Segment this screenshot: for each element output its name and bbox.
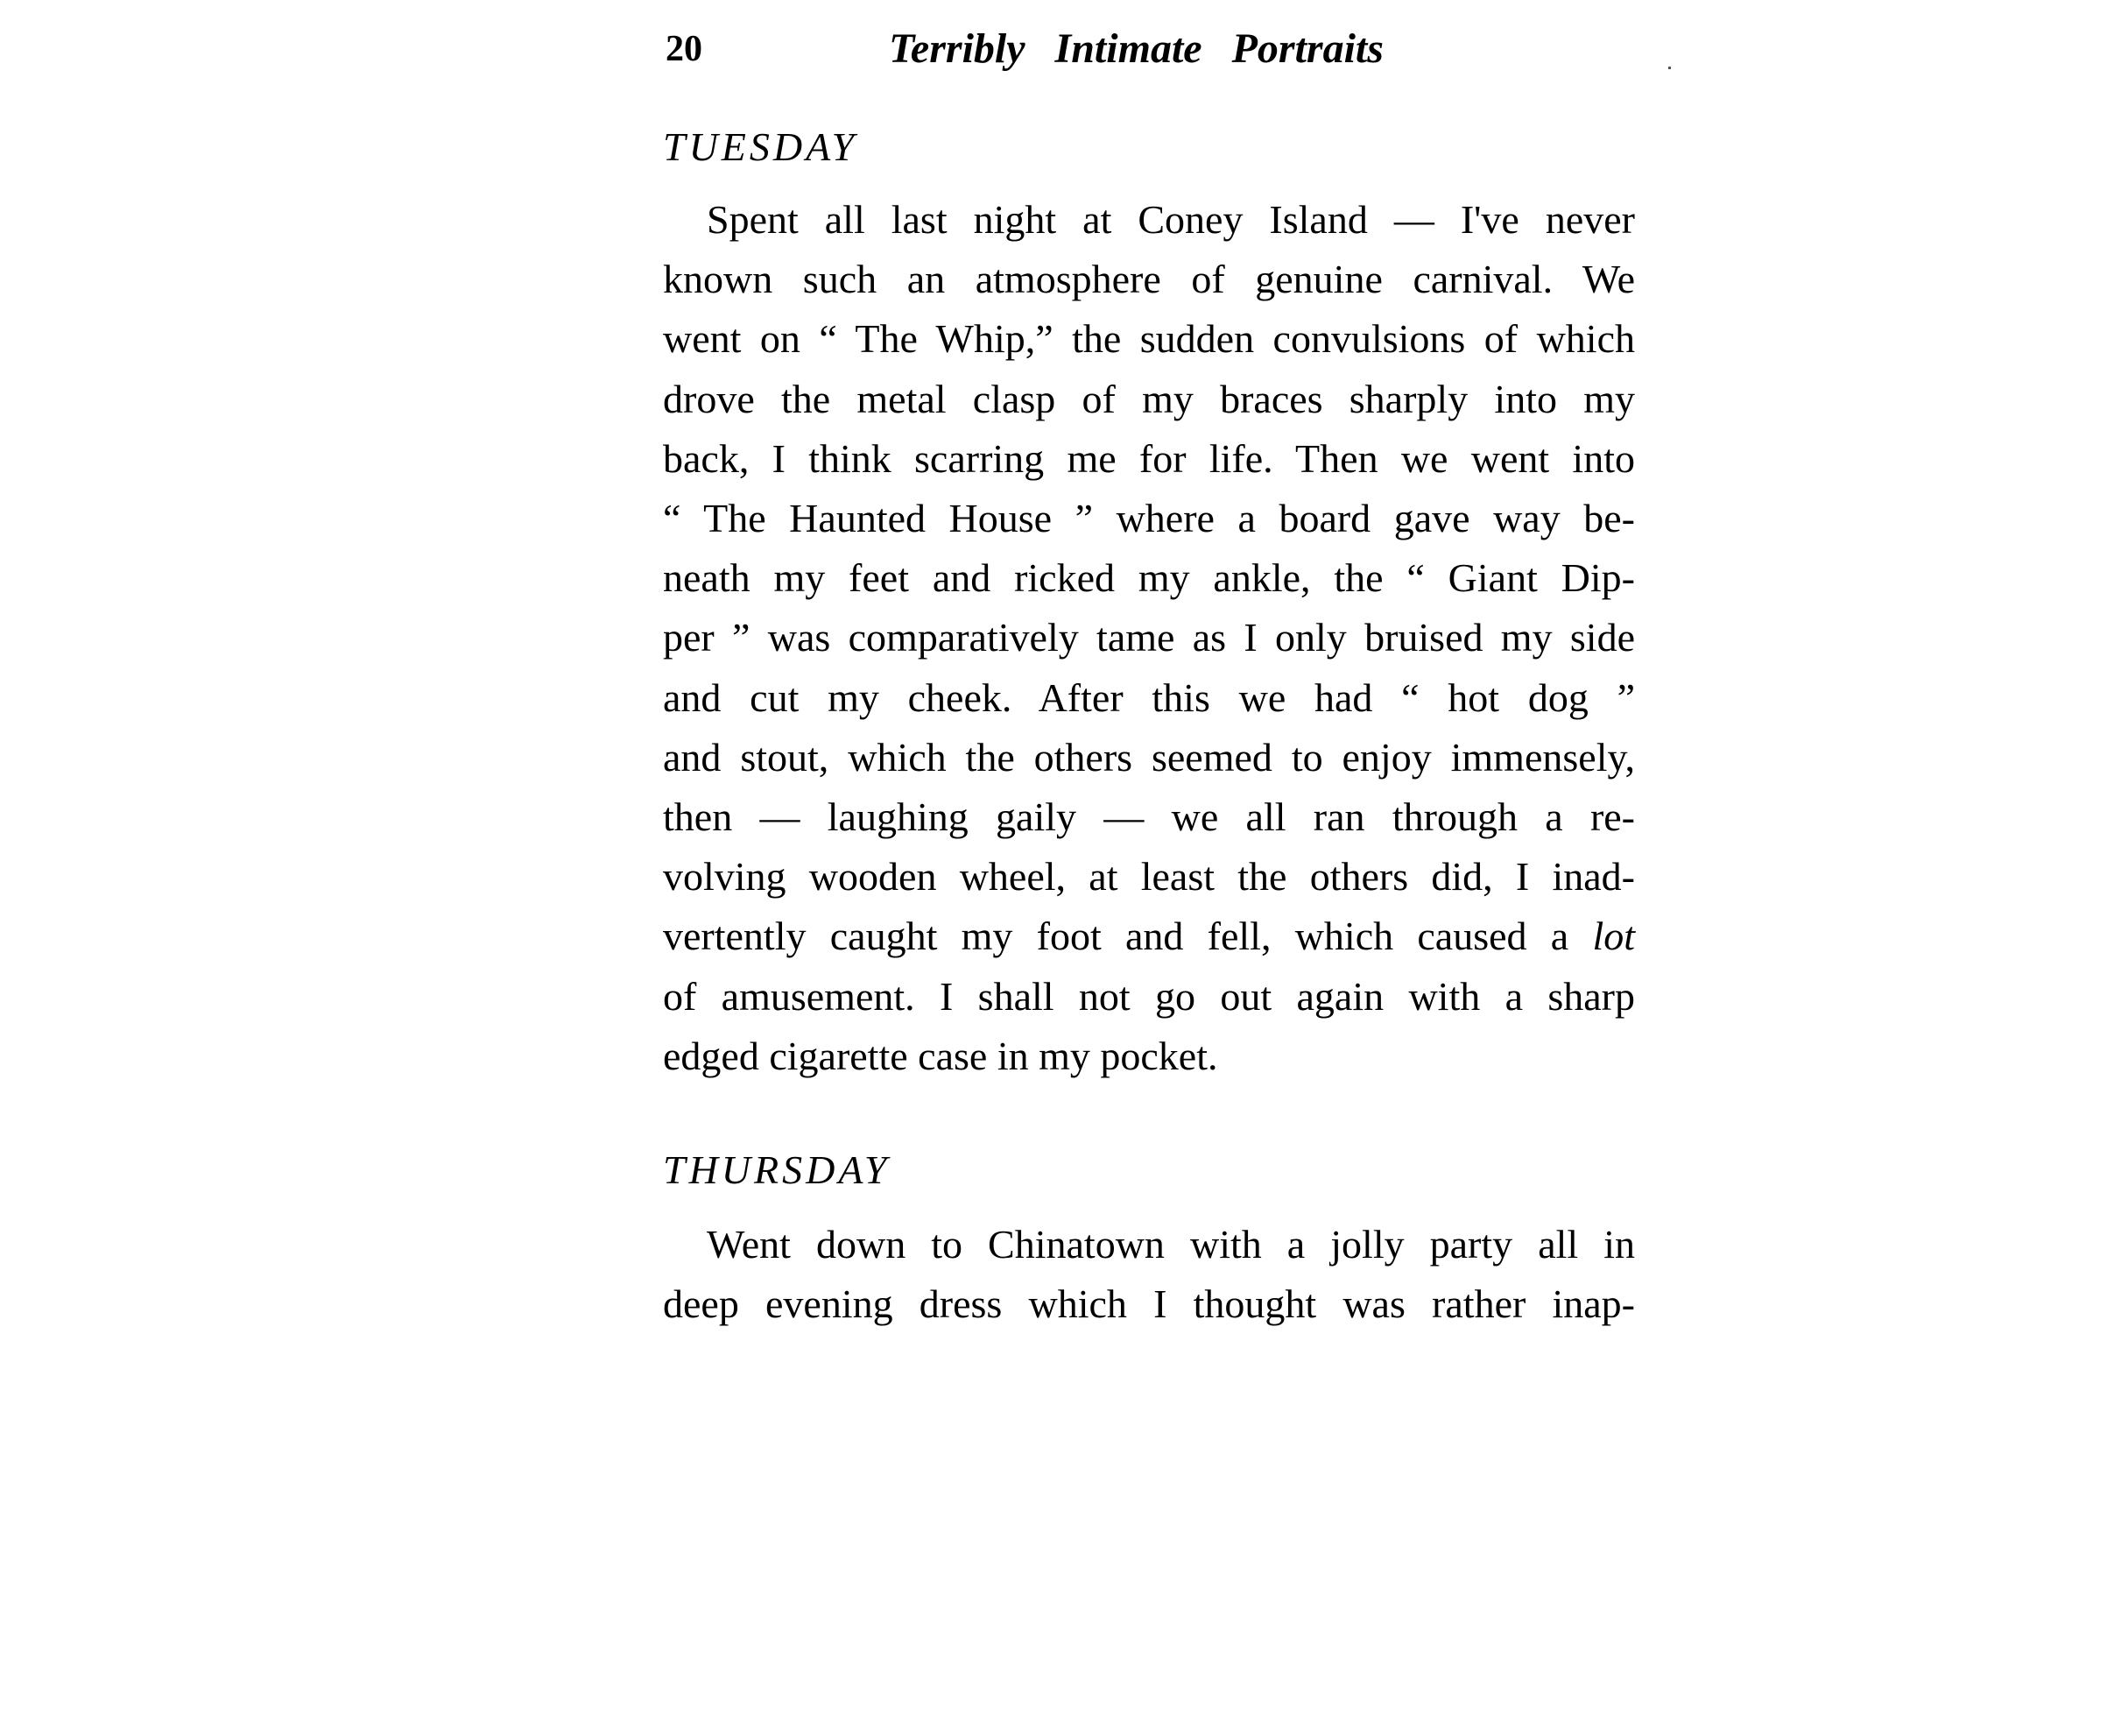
text-line: known such an atmosphere of genuine carnival. We (663, 257, 1635, 302)
text-line: and stout, which the others seemed to enjoy immensely, (663, 734, 1635, 780)
scan-speck (1668, 67, 1671, 69)
text-line: “ The Haunted House ” where a board gave way be- (663, 496, 1635, 541)
text-line: then — laughing gaily — we all ran through a re- (663, 794, 1635, 840)
section-heading-tuesday: TUESDAY (663, 124, 858, 169)
text-line: deep evening dress which I thought was rather inap- (663, 1281, 1635, 1327)
paragraph-thursday (663, 1215, 1635, 1334)
text-line: neath my feet and ricked my ankle, the “ Giant Dip- (663, 555, 1635, 601)
text-line-with-emphasis (663, 907, 1635, 966)
text-line: drove the metal clasp of my braces sharply into my (663, 376, 1635, 421)
page-number: 20 (666, 29, 702, 69)
section-heading-thursday: THURSDAY (663, 1147, 891, 1192)
emphasized-word: lot (1592, 914, 1635, 959)
text-line: went on “ The Whip,” the sudden convulsions of which (663, 316, 1635, 362)
text-line: edged cigarette case in my pocket. (663, 1033, 1218, 1078)
text-line: Went down to Chinatown with a jolly party all in (707, 1222, 1635, 1267)
text-line: back, I think scarring me for life. Then we went into (663, 435, 1635, 481)
running-title: Terribly Intimate Portraits (889, 25, 1384, 72)
text-line: per ” was comparatively tame as I only bruised my side (663, 615, 1635, 660)
text-line: volving wooden wheel, at least the others did, I inad- (663, 854, 1635, 900)
text-line: of amusement. I shall not go out again with a sharp (663, 973, 1635, 1019)
text-segment: vertently caught my foot and fell, which caused a (663, 914, 1569, 959)
text-line: Spent all last night at Coney Island — I've never (707, 197, 1635, 242)
paragraph-tuesday (663, 190, 1635, 1086)
text-line: and cut my cheek. After this we had “ hot dog ” (663, 674, 1635, 720)
